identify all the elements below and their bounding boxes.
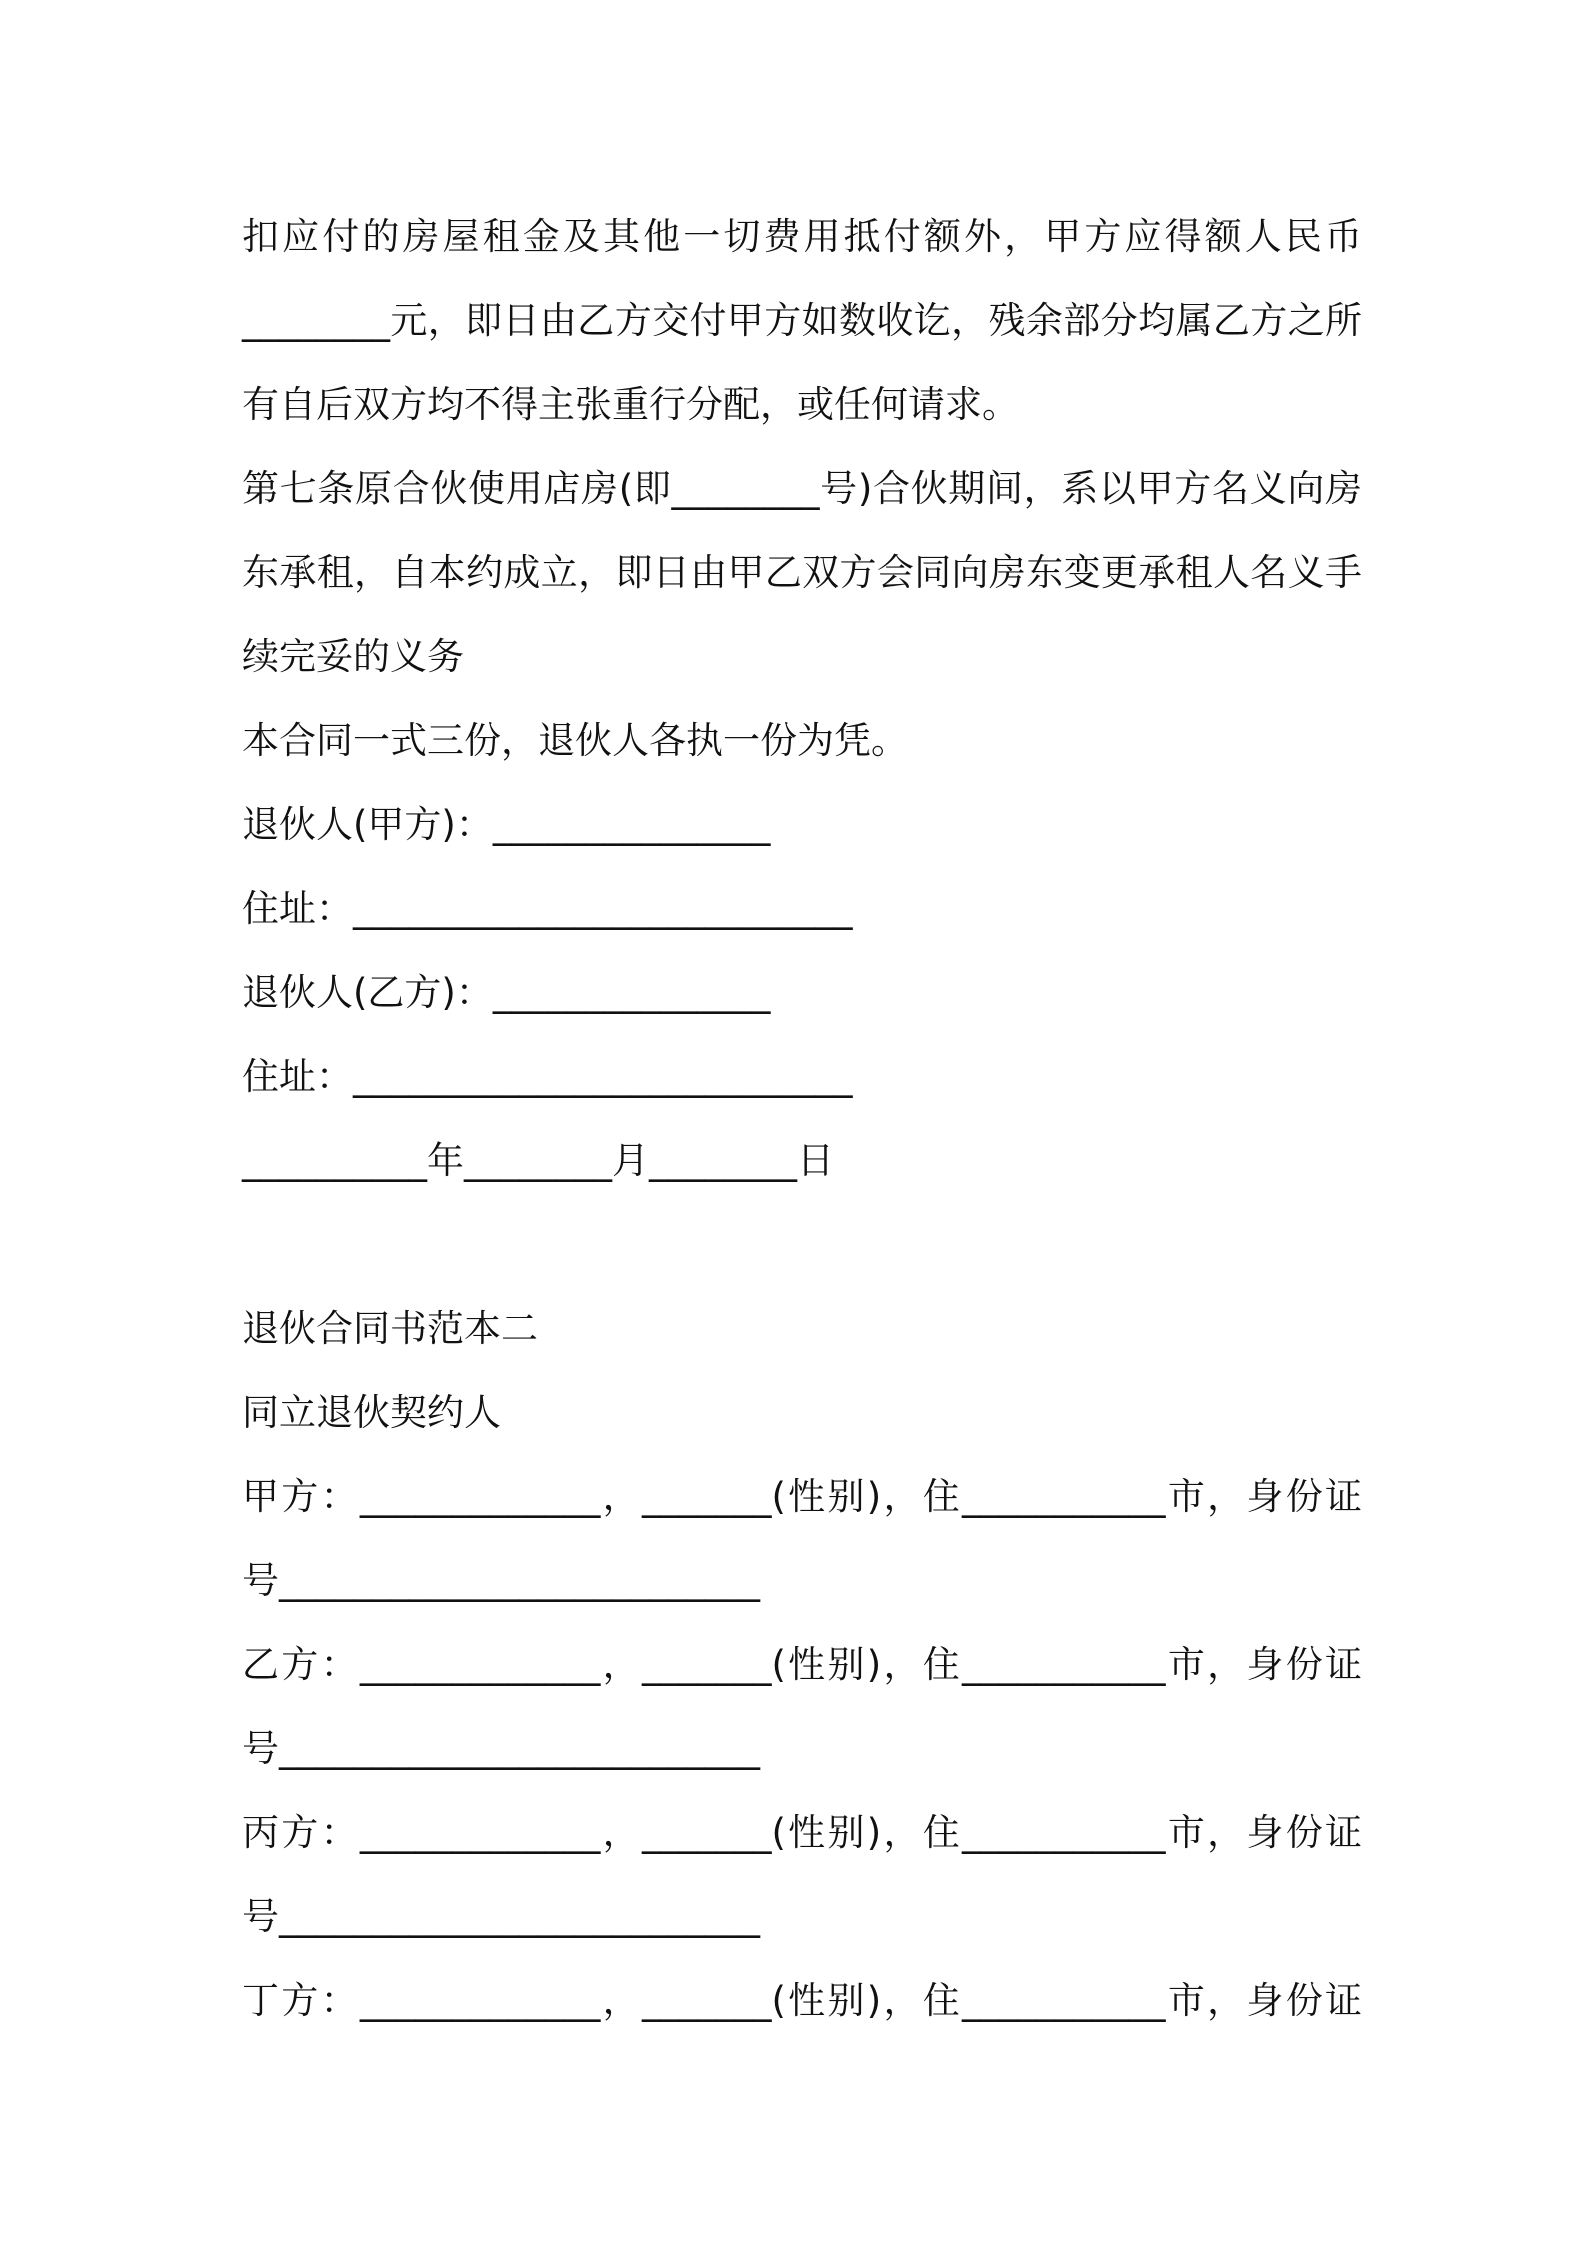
paragraph-line: ________元，即日由乙方交付甲方如数收讫，残余部分均属乙方之所 xyxy=(242,299,1362,342)
party-d-line: 丁方：_____________，_______(性别)，住___________市，身份证 xyxy=(242,1979,1362,2022)
blank-line xyxy=(242,1203,1362,1287)
paragraph-line: 东承租，自本约成立，即日由甲乙双方会同向房东变更承租人名义手 xyxy=(242,551,1362,594)
party-c-line: 丙方：_____________，_______(性别)，住___________市，身份证 xyxy=(242,1811,1362,1854)
paragraph-line: 续完妥的义务 xyxy=(242,635,464,678)
paragraph-line: 扣应付的房屋租金及其他一切费用抵付额外，甲方应得额人民币 xyxy=(242,215,1362,258)
signer-b-field: 退伙人(乙方)：_______________ xyxy=(242,971,771,1014)
party-c-id-line: 号__________________________ xyxy=(242,1895,760,1938)
party-b-line: 乙方：_____________，_______(性别)，住___________市，身份证 xyxy=(242,1643,1362,1686)
paragraph-line: 有自后双方均不得主张重行分配，或任何请求。 xyxy=(242,383,1019,426)
party-a-id-line: 号__________________________ xyxy=(242,1559,760,1602)
document-body xyxy=(242,195,1362,2043)
section-title: 退伙合同书范本二 xyxy=(242,1307,538,1350)
party-b-id-line: 号__________________________ xyxy=(242,1727,760,1770)
party-a-line: 甲方：_____________，_______(性别)，住___________市，身份证 xyxy=(242,1475,1362,1518)
address-b-field: 住址：___________________________ xyxy=(242,1055,853,1098)
date-field: __________年________月________日 xyxy=(242,1139,834,1182)
copies-clause: 本合同一式三份，退伙人各执一份为凭。 xyxy=(242,719,908,762)
address-a-field: 住址：___________________________ xyxy=(242,887,853,930)
signer-a-field: 退伙人(甲方)：_______________ xyxy=(242,803,771,846)
article-seven-line: 第七条原合伙使用店房(即________号)合伙期间，系以甲方名义向房 xyxy=(242,467,1362,510)
parties-heading: 同立退伙契约人 xyxy=(242,1391,501,1434)
